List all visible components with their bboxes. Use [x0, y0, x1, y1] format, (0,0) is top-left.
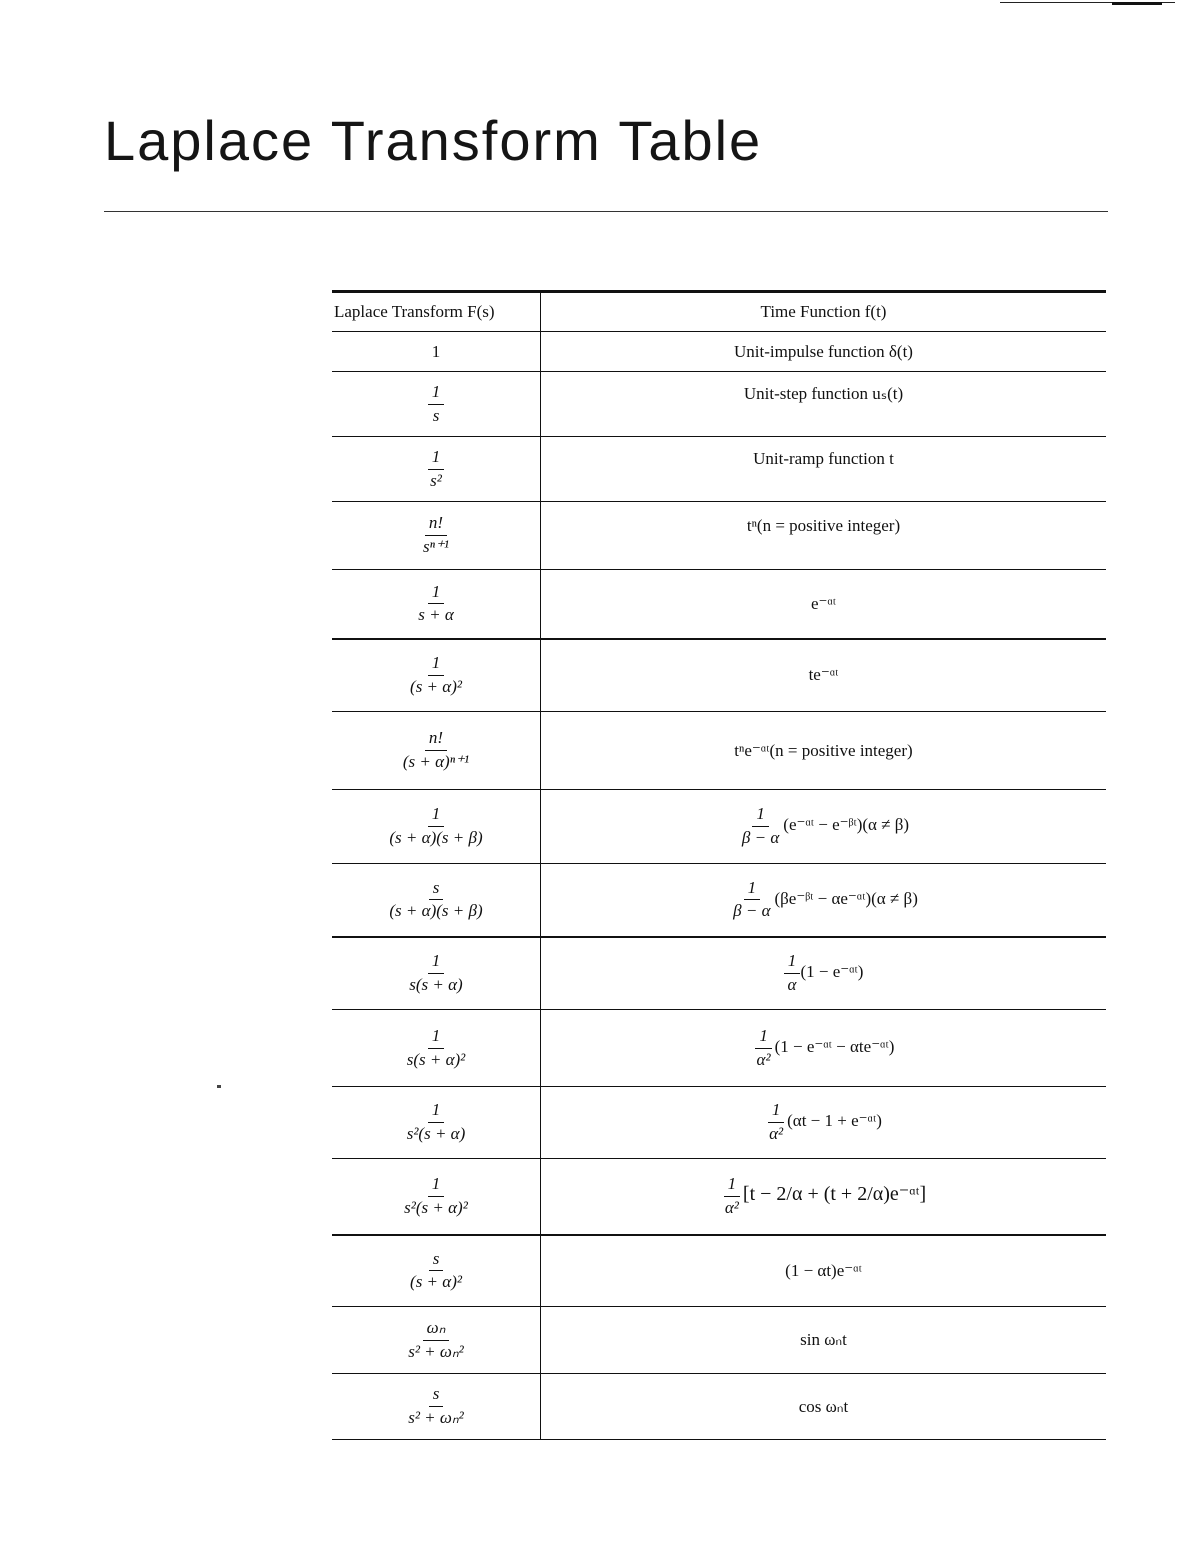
- table-row: [332, 937, 1106, 1010]
- fs-fraction: [428, 383, 445, 425]
- page-title: Laplace Transform Table: [104, 109, 763, 172]
- fs-denominator: s: [432, 405, 440, 425]
- laplace-cell: [332, 502, 541, 570]
- fs-numerator: ωₙ: [423, 1319, 450, 1341]
- ft-expression: (e⁻ᵅᵗ − e⁻ᵝᵗ)(α ≠ β): [783, 815, 910, 835]
- fs-denominator: s(s + α)²: [406, 1049, 466, 1069]
- table-row: [332, 639, 1106, 712]
- ft-denominator: α: [787, 974, 797, 994]
- fs-fraction: [419, 514, 453, 556]
- laplace-cell: [332, 372, 541, 437]
- time-cell: e⁻ᵅᵗ: [810, 593, 837, 613]
- fs-numerator: 1: [428, 1175, 445, 1197]
- fs-fraction: [414, 583, 458, 625]
- fs-fraction: [403, 1101, 470, 1143]
- fs-denominator: s² + ωₙ²: [408, 1341, 464, 1361]
- laplace-cell: [332, 1087, 541, 1159]
- ft-fraction: [784, 952, 801, 994]
- laplace-cell: [332, 937, 541, 1010]
- laplace-table: [332, 290, 1106, 1440]
- laplace-cell: [332, 1307, 541, 1374]
- fs-numerator: 1: [428, 1027, 445, 1049]
- fs-denominator: s + α: [418, 605, 454, 625]
- fs-fraction: [404, 1385, 468, 1427]
- time-cell: Unit-impulse function δ(t): [734, 341, 913, 361]
- ft-fraction: [721, 1175, 743, 1217]
- ft-denominator: α²: [756, 1049, 771, 1069]
- ft-fraction: [765, 1101, 787, 1143]
- laplace-cell: [332, 437, 541, 502]
- fs-denominator: (s + α)(s + β): [389, 828, 483, 847]
- time-cell: [541, 790, 1107, 864]
- time-cell: tⁿe⁻ᵅᵗ(n = positive integer): [734, 740, 913, 760]
- time-cell: [541, 1010, 1107, 1087]
- laplace-cell: [332, 332, 541, 372]
- fs-denominator: (s + α)²: [410, 1272, 462, 1292]
- fs-denominator: s²(s + α): [406, 1124, 466, 1143]
- time-cell: cos ωₙt: [798, 1396, 849, 1416]
- ft-expression: [t − 2/α + (t + 2/α)e⁻ᵅᵗ]: [742, 1183, 927, 1206]
- fs-fraction: [405, 952, 466, 994]
- ft-numerator: 1: [724, 1175, 741, 1197]
- time-cell: [541, 1087, 1107, 1159]
- laplace-cell: [332, 864, 541, 937]
- table-row: [332, 332, 1106, 372]
- table-row: [332, 502, 1106, 570]
- header-time-function: Time Function f(t): [760, 302, 887, 321]
- table-row: [332, 372, 1106, 437]
- ft-denominator: β − α: [733, 901, 771, 921]
- ft-numerator: 1: [752, 805, 769, 827]
- table-row: [332, 790, 1106, 864]
- time-cell: [541, 1159, 1107, 1235]
- laplace-cell: [332, 712, 541, 790]
- time-cell: Unit-ramp function t: [753, 449, 894, 468]
- ft-expression: (1 − e⁻ᵅᵗ − αte⁻ᵅᵗ): [774, 1036, 895, 1056]
- header-laplace-transform: Laplace Transform F(s): [332, 292, 541, 332]
- fs-fraction: [385, 805, 486, 847]
- table-row: [332, 1010, 1106, 1087]
- ft-fraction: [729, 879, 774, 921]
- fs-fraction: [385, 879, 486, 921]
- table-row: [332, 570, 1106, 639]
- table-row: [332, 1159, 1106, 1235]
- fs-denominator: (s + α)(s + β): [389, 901, 483, 921]
- table-row: [332, 437, 1106, 502]
- table-row: [332, 712, 1106, 790]
- fs-numerator: 1: [428, 448, 445, 470]
- fs-numerator: 1: [428, 805, 445, 827]
- ft-numerator: 1: [744, 879, 761, 901]
- table-row: [332, 1374, 1106, 1440]
- time-cell: Unit-step function uₛ(t): [743, 384, 904, 403]
- fs-numerator: 1: [428, 654, 445, 676]
- fs-numerator: 1: [428, 383, 445, 405]
- fs-fraction: [399, 729, 473, 771]
- laplace-cell: [332, 790, 541, 864]
- time-cell: sin ωₙt: [800, 1330, 847, 1349]
- title-rule: [104, 211, 1108, 212]
- fs-fraction: [406, 1250, 466, 1292]
- fs-denominator: s²(s + α)²: [404, 1197, 468, 1217]
- fs-numerator: s: [429, 879, 444, 901]
- time-cell: (1 − αt)e⁻ᵅᵗ: [785, 1260, 862, 1280]
- fs-denominator: s² + ωₙ²: [408, 1408, 464, 1427]
- fs-fraction: [403, 1027, 470, 1069]
- fs-numerator: n!: [425, 514, 447, 536]
- laplace-cell: [332, 570, 541, 639]
- fs-fraction: [406, 654, 466, 696]
- ft-expression: (αt − 1 + e⁻ᵅᵗ): [787, 1111, 882, 1131]
- time-cell: [541, 864, 1107, 937]
- laplace-cell: [332, 1010, 541, 1087]
- table-row: [332, 1087, 1106, 1159]
- fs-fraction: [400, 1175, 472, 1217]
- fs-numerator: s: [429, 1385, 444, 1407]
- fs-numerator: 1: [428, 583, 445, 605]
- time-cell: te⁻ᵅᵗ: [808, 665, 839, 685]
- ft-expression: (βe⁻ᵝᵗ − αe⁻ᵅᵗ)(α ≠ β): [774, 888, 918, 908]
- fs-numerator: n!: [425, 729, 447, 751]
- ft-expression: (1 − e⁻ᵅᵗ): [800, 962, 864, 982]
- table-row: [332, 1307, 1106, 1374]
- ft-denominator: α²: [724, 1197, 739, 1217]
- fs-numerator: 1: [428, 1101, 445, 1123]
- laplace-cell: [332, 1235, 541, 1307]
- ft-denominator: β − α: [741, 828, 780, 847]
- time-cell: tⁿ(n = positive integer): [746, 516, 901, 535]
- fs-numerator: 1: [428, 952, 445, 974]
- ft-numerator: 1: [784, 952, 801, 974]
- fs-fraction: [404, 1319, 468, 1361]
- fs-value: 1: [431, 341, 441, 361]
- ft-fraction: [738, 805, 783, 847]
- time-cell: [541, 937, 1107, 1010]
- fs-denominator: s²: [430, 470, 442, 490]
- ft-numerator: 1: [755, 1027, 772, 1049]
- ft-fraction: [753, 1027, 775, 1069]
- laplace-cell: [332, 1374, 541, 1440]
- fs-denominator: s(s + α): [409, 974, 463, 994]
- scan-speck: [217, 1085, 221, 1088]
- laplace-cell: [332, 1159, 541, 1235]
- ft-denominator: α²: [769, 1124, 784, 1143]
- fs-denominator: sⁿ⁺¹: [422, 537, 450, 556]
- fs-denominator: (s + α)ⁿ⁺¹: [402, 752, 470, 771]
- laplace-cell: [332, 639, 541, 712]
- table-row: [332, 1235, 1106, 1307]
- fs-denominator: (s + α)²: [410, 676, 462, 696]
- table-row: [332, 864, 1106, 937]
- fs-numerator: s: [429, 1250, 444, 1272]
- ft-numerator: 1: [768, 1101, 785, 1123]
- fs-fraction: [426, 448, 446, 490]
- top-edge-mark: [1112, 2, 1162, 5]
- table-header-row: [332, 292, 1106, 332]
